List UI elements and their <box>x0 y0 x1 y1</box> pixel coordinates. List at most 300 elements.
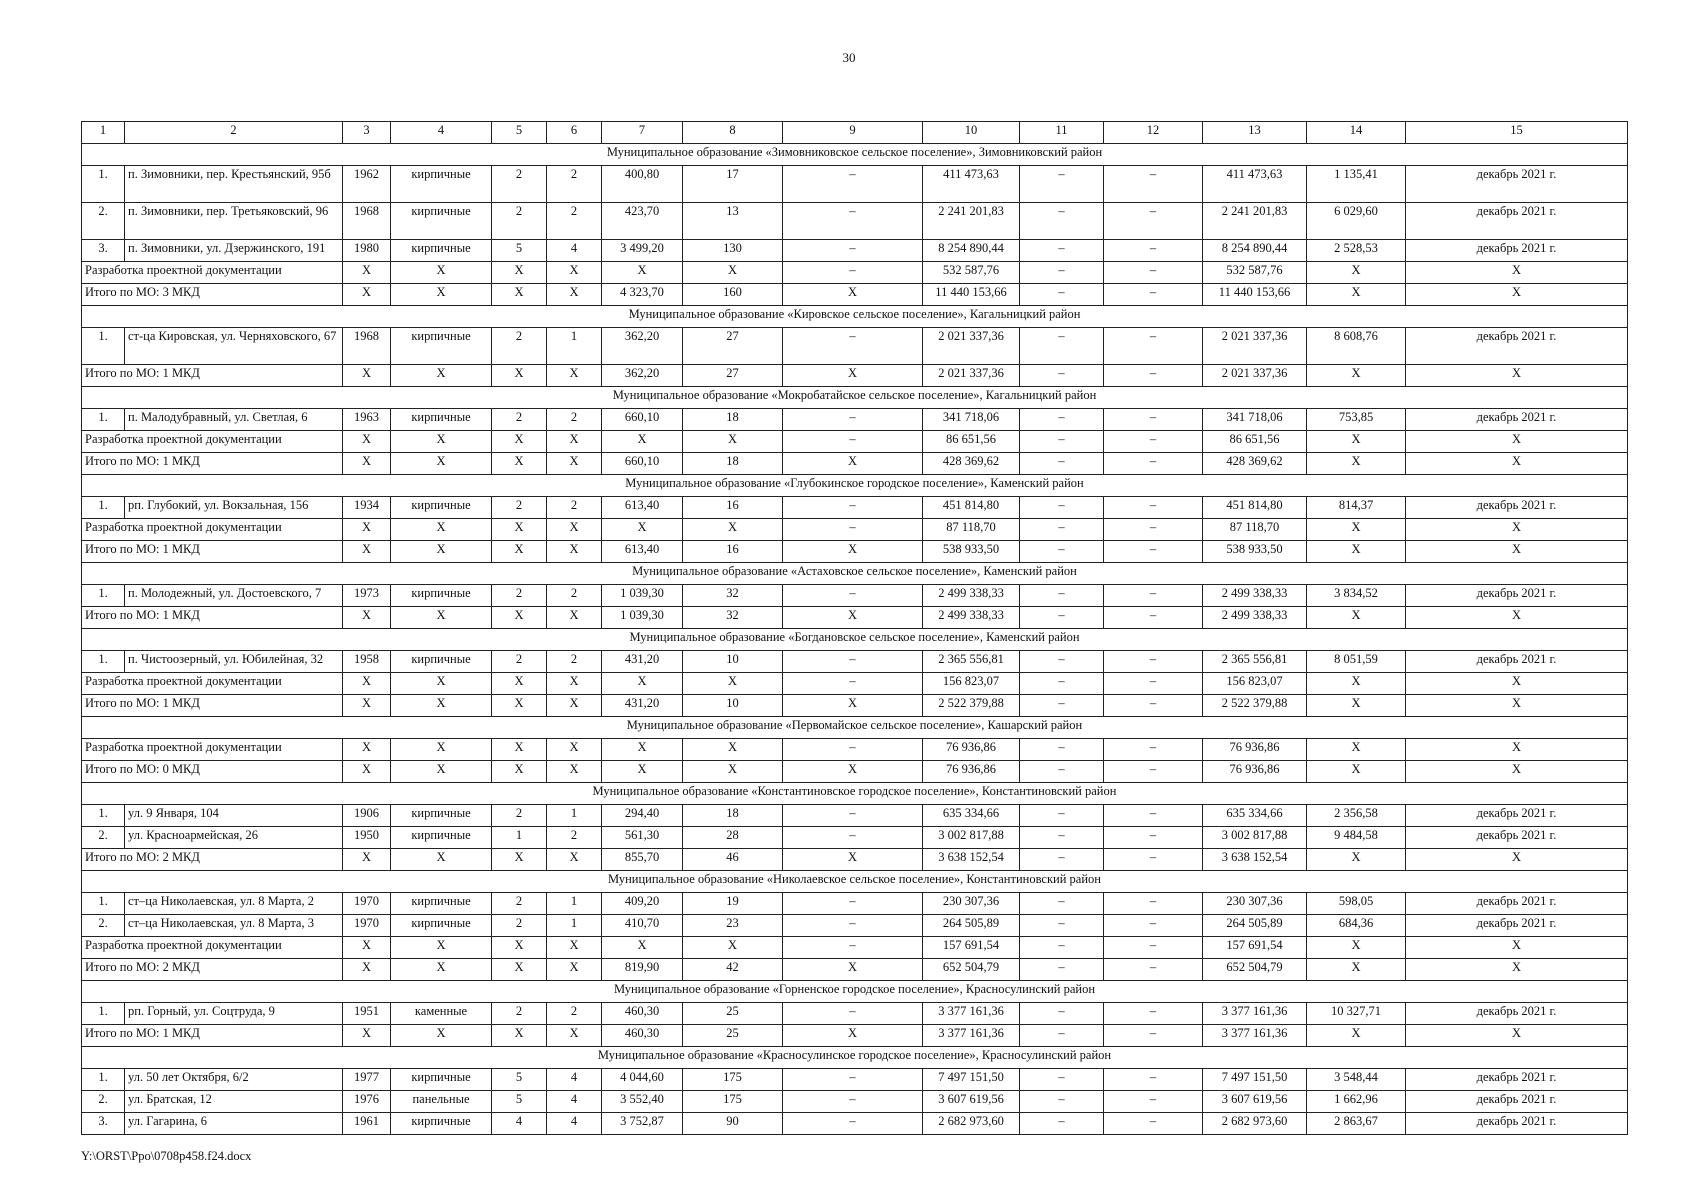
table-cell: 4 044,60 <box>602 1069 683 1091</box>
building-row <box>82 203 1628 240</box>
summary-cell: X <box>1406 431 1628 453</box>
summary-cell: X <box>783 607 923 629</box>
summary-cell: X <box>1406 262 1628 284</box>
table-cell: 2 <box>547 409 602 431</box>
table-cell: – <box>1104 166 1203 203</box>
table-cell: 2 <box>547 1003 602 1025</box>
summary-cell: – <box>1020 1025 1104 1047</box>
summary-cell: 2 021 337,36 <box>1203 365 1307 387</box>
column-number-cell: 10 <box>923 122 1020 144</box>
row-number: 2. <box>82 827 125 849</box>
summary-cell: – <box>1104 937 1203 959</box>
table-cell: – <box>1104 651 1203 673</box>
table-cell: 7 497 151,50 <box>923 1069 1020 1091</box>
table-cell: 4 <box>492 1113 547 1135</box>
table-cell: декабрь 2021 г. <box>1406 585 1628 607</box>
summary-label: Итого по МО: 1 МКД <box>82 453 343 475</box>
table-cell: – <box>1104 1091 1203 1113</box>
table-cell: – <box>1104 1113 1203 1135</box>
table-cell: 3 548,44 <box>1307 1069 1406 1091</box>
summary-row <box>82 695 1628 717</box>
summary-cell: X <box>547 453 602 475</box>
summary-cell: – <box>1020 519 1104 541</box>
summary-cell: – <box>1020 453 1104 475</box>
table-cell: 814,37 <box>1307 497 1406 519</box>
table-cell: 8 051,59 <box>1307 651 1406 673</box>
summary-cell: 2 499 338,33 <box>1203 607 1307 629</box>
summary-cell: X <box>391 849 492 871</box>
summary-cell: – <box>783 262 923 284</box>
section-title: Муниципальное образование «Кировское сельское поселение», Кагальницкий район <box>82 306 1628 328</box>
table-cell: – <box>1104 240 1203 262</box>
summary-cell: X <box>343 607 391 629</box>
table-cell: 2 <box>492 585 547 607</box>
table-cell: – <box>783 805 923 827</box>
summary-cell: X <box>783 1025 923 1047</box>
building-row <box>82 1113 1628 1135</box>
table-cell: 2 <box>492 1003 547 1025</box>
table-cell: 431,20 <box>602 651 683 673</box>
summary-row <box>82 937 1628 959</box>
building-row <box>82 651 1628 673</box>
summary-cell: X <box>547 849 602 871</box>
section-header-row <box>82 871 1628 893</box>
building-row <box>82 915 1628 937</box>
table-cell: 1958 <box>343 651 391 673</box>
summary-cell: X <box>1307 849 1406 871</box>
table-cell: 1 <box>547 893 602 915</box>
section-header-row <box>82 387 1628 409</box>
building-address: рп. Глубокий, ул. Вокзальная, 156 <box>125 497 343 519</box>
building-address: рп. Горный, ул. Соцтруда, 9 <box>125 1003 343 1025</box>
table-cell: 1968 <box>343 203 391 240</box>
table-cell: 2 <box>547 827 602 849</box>
summary-label: Разработка проектной документации <box>82 673 343 695</box>
summary-cell: X <box>547 695 602 717</box>
table-cell: декабрь 2021 г. <box>1406 1003 1628 1025</box>
building-address: п. Зимовники, пер. Крестьянский, 95б <box>125 166 343 203</box>
table-cell: декабрь 2021 г. <box>1406 805 1628 827</box>
table-cell: 753,85 <box>1307 409 1406 431</box>
summary-cell: X <box>602 761 683 783</box>
summary-row <box>82 453 1628 475</box>
section-header-row <box>82 563 1628 585</box>
table-cell: 4 <box>547 240 602 262</box>
column-number-cell: 6 <box>547 122 602 144</box>
table-cell: 3 607 619,56 <box>923 1091 1020 1113</box>
table-cell: кирпичные <box>391 651 492 673</box>
table-cell: 3 552,40 <box>602 1091 683 1113</box>
summary-cell: – <box>1104 541 1203 563</box>
summary-label: Итого по МО: 1 МКД <box>82 607 343 629</box>
row-number: 3. <box>82 1113 125 1135</box>
table-cell: 2 528,53 <box>1307 240 1406 262</box>
summary-cell: – <box>1020 607 1104 629</box>
summary-cell: – <box>783 937 923 959</box>
table-cell: 341 718,06 <box>1203 409 1307 431</box>
summary-cell: X <box>547 739 602 761</box>
table-cell: 3 834,52 <box>1307 585 1406 607</box>
summary-cell: X <box>1307 739 1406 761</box>
summary-cell: X <box>683 761 783 783</box>
section-title: Муниципальное образование «Константиновское городское поселение», Константиновский район <box>82 783 1628 805</box>
table-cell: – <box>783 166 923 203</box>
column-number-cell: 1 <box>82 122 125 144</box>
summary-row <box>82 607 1628 629</box>
row-number: 2. <box>82 1091 125 1113</box>
summary-cell: X <box>1307 519 1406 541</box>
table-cell: 561,30 <box>602 827 683 849</box>
table-cell: панельные <box>391 1091 492 1113</box>
table-cell: 2 682 973,60 <box>1203 1113 1307 1135</box>
summary-cell: – <box>1104 519 1203 541</box>
summary-cell: X <box>391 959 492 981</box>
section-title: Муниципальное образование «Глубокинское городское поселение», Каменский район <box>82 475 1628 497</box>
summary-cell: X <box>492 284 547 306</box>
table-cell: 8 254 890,44 <box>923 240 1020 262</box>
building-address: ул. Братская, 12 <box>125 1091 343 1113</box>
column-number-cell: 4 <box>391 122 492 144</box>
row-number: 1. <box>82 328 125 365</box>
building-address: ул. Красноармейская, 26 <box>125 827 343 849</box>
table-cell: 1950 <box>343 827 391 849</box>
summary-cell: X <box>391 1025 492 1047</box>
summary-cell: X <box>492 365 547 387</box>
summary-cell: X <box>1307 937 1406 959</box>
table-cell: – <box>1020 1069 1104 1091</box>
summary-row <box>82 1025 1628 1047</box>
building-row <box>82 893 1628 915</box>
summary-cell: X <box>1307 607 1406 629</box>
building-address: п. Зимовники, ул. Дзержинского, 191 <box>125 240 343 262</box>
summary-cell: X <box>547 761 602 783</box>
summary-cell: 156 823,07 <box>923 673 1020 695</box>
summary-cell: 10 <box>683 695 783 717</box>
table-cell: – <box>1020 915 1104 937</box>
summary-cell: X <box>783 959 923 981</box>
table-cell: 1 <box>547 915 602 937</box>
summary-cell: X <box>343 1025 391 1047</box>
summary-cell: 27 <box>683 365 783 387</box>
building-row <box>82 497 1628 519</box>
summary-cell: X <box>547 431 602 453</box>
summary-cell: 362,20 <box>602 365 683 387</box>
summary-cell: X <box>492 739 547 761</box>
summary-cell: X <box>1406 284 1628 306</box>
summary-cell: X <box>1307 959 1406 981</box>
table-cell: – <box>783 915 923 937</box>
table-cell: 3 607 619,56 <box>1203 1091 1307 1113</box>
building-row <box>82 1069 1628 1091</box>
summary-cell: X <box>391 284 492 306</box>
summary-cell: – <box>1020 365 1104 387</box>
summary-cell: X <box>547 937 602 959</box>
summary-label: Разработка проектной документации <box>82 519 343 541</box>
row-number: 1. <box>82 893 125 915</box>
table-cell: 1977 <box>343 1069 391 1091</box>
row-number: 3. <box>82 240 125 262</box>
table-cell: 18 <box>683 409 783 431</box>
table-cell: – <box>783 1003 923 1025</box>
summary-cell: 2 021 337,36 <box>923 365 1020 387</box>
table-cell: кирпичные <box>391 240 492 262</box>
footer-file-path: Y:\ORST\Ppo\0708p458.f24.docx <box>81 1149 252 1163</box>
table-cell: кирпичные <box>391 585 492 607</box>
table-cell: 451 814,80 <box>1203 497 1307 519</box>
table-cell: – <box>783 1091 923 1113</box>
table-cell: 1 662,96 <box>1307 1091 1406 1113</box>
summary-cell: X <box>391 695 492 717</box>
summary-cell: – <box>1020 541 1104 563</box>
section-title: Муниципальное образование «Николаевское сельское поселение», Константиновский район <box>82 871 1628 893</box>
summary-cell: 3 638 152,54 <box>1203 849 1307 871</box>
section-header-row <box>82 144 1628 166</box>
table-cell: кирпичные <box>391 1069 492 1091</box>
table-cell: декабрь 2021 г. <box>1406 651 1628 673</box>
table-cell: 684,36 <box>1307 915 1406 937</box>
summary-cell: X <box>343 262 391 284</box>
table-cell: 1980 <box>343 240 391 262</box>
summary-label: Итого по МО: 2 МКД <box>82 849 343 871</box>
table-cell: – <box>1020 827 1104 849</box>
table-cell: 1906 <box>343 805 391 827</box>
summary-cell: 652 504,79 <box>1203 959 1307 981</box>
building-address: п. Малодубравный, ул. Светлая, 6 <box>125 409 343 431</box>
summary-cell: X <box>602 937 683 959</box>
row-number: 1. <box>82 409 125 431</box>
table-cell: 613,40 <box>602 497 683 519</box>
table-cell: 1970 <box>343 915 391 937</box>
table-cell: 423,70 <box>602 203 683 240</box>
summary-cell: X <box>391 453 492 475</box>
table-cell: кирпичные <box>391 827 492 849</box>
building-row <box>82 409 1628 431</box>
column-number-cell: 12 <box>1104 122 1203 144</box>
summary-row <box>82 284 1628 306</box>
summary-cell: X <box>1406 959 1628 981</box>
summary-cell: 76 936,86 <box>923 761 1020 783</box>
table-cell: 2 <box>547 497 602 519</box>
table-cell: 2 <box>547 166 602 203</box>
summary-cell: X <box>1307 673 1406 695</box>
summary-cell: 538 933,50 <box>923 541 1020 563</box>
column-number-cell: 9 <box>783 122 923 144</box>
table-cell: 2 021 337,36 <box>923 328 1020 365</box>
summary-label: Разработка проектной документации <box>82 739 343 761</box>
table-cell: – <box>1020 166 1104 203</box>
table-cell: декабрь 2021 г. <box>1406 1069 1628 1091</box>
table-cell: 2 <box>492 409 547 431</box>
summary-label: Итого по МО: 1 МКД <box>82 365 343 387</box>
table-cell: декабрь 2021 г. <box>1406 203 1628 240</box>
summary-cell: 11 440 153,66 <box>923 284 1020 306</box>
table-cell: 1976 <box>343 1091 391 1113</box>
table-cell: 1 <box>547 805 602 827</box>
table-cell: 4 <box>547 1091 602 1113</box>
summary-cell: 157 691,54 <box>1203 937 1307 959</box>
summary-cell: X <box>1307 541 1406 563</box>
summary-cell: X <box>492 453 547 475</box>
table-cell: 17 <box>683 166 783 203</box>
section-header-row <box>82 717 1628 739</box>
table-cell: – <box>1104 497 1203 519</box>
summary-cell: 3 638 152,54 <box>923 849 1020 871</box>
summary-cell: X <box>391 262 492 284</box>
table-cell: – <box>1020 240 1104 262</box>
summary-cell: X <box>391 761 492 783</box>
table-cell: кирпичные <box>391 805 492 827</box>
table-cell: 1951 <box>343 1003 391 1025</box>
summary-cell: X <box>492 262 547 284</box>
table-cell: 18 <box>683 805 783 827</box>
table-cell: – <box>1020 805 1104 827</box>
section-header-row <box>82 1047 1628 1069</box>
summary-cell: X <box>547 673 602 695</box>
table-cell: 23 <box>683 915 783 937</box>
summary-cell: – <box>1020 262 1104 284</box>
table-cell: декабрь 2021 г. <box>1406 240 1628 262</box>
summary-cell: X <box>492 959 547 981</box>
summary-cell: X <box>343 673 391 695</box>
summary-cell: X <box>343 739 391 761</box>
summary-cell: X <box>1406 761 1628 783</box>
summary-cell: – <box>1104 365 1203 387</box>
table-cell: 3 002 817,88 <box>923 827 1020 849</box>
table-cell: – <box>783 893 923 915</box>
row-number: 2. <box>82 203 125 240</box>
summary-cell: X <box>1406 519 1628 541</box>
summary-cell: X <box>391 673 492 695</box>
building-address: п. Молодежный, ул. Достоевского, 7 <box>125 585 343 607</box>
column-number-cell: 2 <box>125 122 343 144</box>
table-cell: декабрь 2021 г. <box>1406 409 1628 431</box>
table-cell: 2 021 337,36 <box>1203 328 1307 365</box>
table-cell: 2 356,58 <box>1307 805 1406 827</box>
summary-cell: X <box>1307 284 1406 306</box>
table-cell: – <box>783 1113 923 1135</box>
table-cell: 2 241 201,83 <box>1203 203 1307 240</box>
summary-row <box>82 849 1628 871</box>
summary-cell: X <box>683 262 783 284</box>
summary-cell: 2 522 379,88 <box>1203 695 1307 717</box>
row-number: 1. <box>82 585 125 607</box>
summary-cell: X <box>1406 739 1628 761</box>
table-cell: 409,20 <box>602 893 683 915</box>
summary-label: Итого по МО: 1 МКД <box>82 541 343 563</box>
summary-cell: – <box>783 431 923 453</box>
table-cell: 6 029,60 <box>1307 203 1406 240</box>
section-header-row <box>82 783 1628 805</box>
summary-cell: X <box>1406 607 1628 629</box>
summary-cell: X <box>1406 1025 1628 1047</box>
column-number-cell: 7 <box>602 122 683 144</box>
table-cell: 2 499 338,33 <box>1203 585 1307 607</box>
table-cell: 2 <box>492 805 547 827</box>
summary-cell: X <box>492 761 547 783</box>
table-cell: – <box>783 1069 923 1091</box>
section-title: Муниципальное образование «Первомайское сельское поселение», Кашарский район <box>82 717 1628 739</box>
table-cell: декабрь 2021 г. <box>1406 915 1628 937</box>
summary-cell: – <box>1104 673 1203 695</box>
summary-cell: – <box>783 739 923 761</box>
table-cell: – <box>783 328 923 365</box>
table-cell: 2 <box>547 651 602 673</box>
summary-cell: X <box>547 519 602 541</box>
table-cell: каменные <box>391 1003 492 1025</box>
summary-cell: X <box>492 607 547 629</box>
summary-cell: – <box>1020 284 1104 306</box>
summary-cell: – <box>1020 695 1104 717</box>
section-header-row <box>82 629 1628 651</box>
summary-cell: X <box>343 431 391 453</box>
table-cell: – <box>1104 805 1203 827</box>
summary-row <box>82 519 1628 541</box>
summary-row <box>82 365 1628 387</box>
table-cell: 19 <box>683 893 783 915</box>
summary-cell: X <box>1307 695 1406 717</box>
table-cell: 3 377 161,36 <box>1203 1003 1307 1025</box>
summary-cell: X <box>343 541 391 563</box>
summary-label: Разработка проектной документации <box>82 431 343 453</box>
summary-cell: X <box>547 262 602 284</box>
summary-cell: X <box>683 739 783 761</box>
table-cell: 2 <box>492 497 547 519</box>
summary-cell: X <box>343 937 391 959</box>
summary-cell: – <box>1104 262 1203 284</box>
table-cell: 175 <box>683 1069 783 1091</box>
table-cell: декабрь 2021 г. <box>1406 328 1628 365</box>
summary-cell: X <box>783 761 923 783</box>
summary-cell: X <box>343 959 391 981</box>
table-cell: 1 039,30 <box>602 585 683 607</box>
summary-cell: X <box>343 284 391 306</box>
table-cell: 264 505,89 <box>1203 915 1307 937</box>
table-cell: – <box>1104 827 1203 849</box>
building-address: п. Чистоозерный, ул. Юбилейная, 32 <box>125 651 343 673</box>
summary-cell: X <box>547 1025 602 1047</box>
table-cell: – <box>783 497 923 519</box>
summary-cell: X <box>683 937 783 959</box>
summary-label: Итого по МО: 1 МКД <box>82 1025 343 1047</box>
table-cell: – <box>1020 328 1104 365</box>
summary-cell: 428 369,62 <box>1203 453 1307 475</box>
table-cell: 411 473,63 <box>923 166 1020 203</box>
summary-label: Итого по МО: 1 МКД <box>82 695 343 717</box>
table-cell: – <box>1104 915 1203 937</box>
summary-cell: X <box>1406 541 1628 563</box>
summary-cell: X <box>343 453 391 475</box>
table-cell: 90 <box>683 1113 783 1135</box>
summary-cell: 86 651,56 <box>1203 431 1307 453</box>
section-title: Муниципальное образование «Мокробатайское сельское поселение», Кагальницкий район <box>82 387 1628 409</box>
summary-cell: 87 118,70 <box>1203 519 1307 541</box>
table-cell: 25 <box>683 1003 783 1025</box>
page-number: 30 <box>842 50 856 65</box>
table-cell: 1962 <box>343 166 391 203</box>
table-cell: 230 307,36 <box>1203 893 1307 915</box>
summary-cell: 3 377 161,36 <box>1203 1025 1307 1047</box>
table-cell: 2 365 556,81 <box>1203 651 1307 673</box>
summary-cell: – <box>1104 607 1203 629</box>
building-row <box>82 585 1628 607</box>
table-cell: 32 <box>683 585 783 607</box>
summary-cell: X <box>391 739 492 761</box>
summary-cell: – <box>1020 673 1104 695</box>
summary-cell: X <box>492 695 547 717</box>
table-cell: 2 <box>492 651 547 673</box>
summary-cell: 855,70 <box>602 849 683 871</box>
table-cell: декабрь 2021 г. <box>1406 1113 1628 1135</box>
